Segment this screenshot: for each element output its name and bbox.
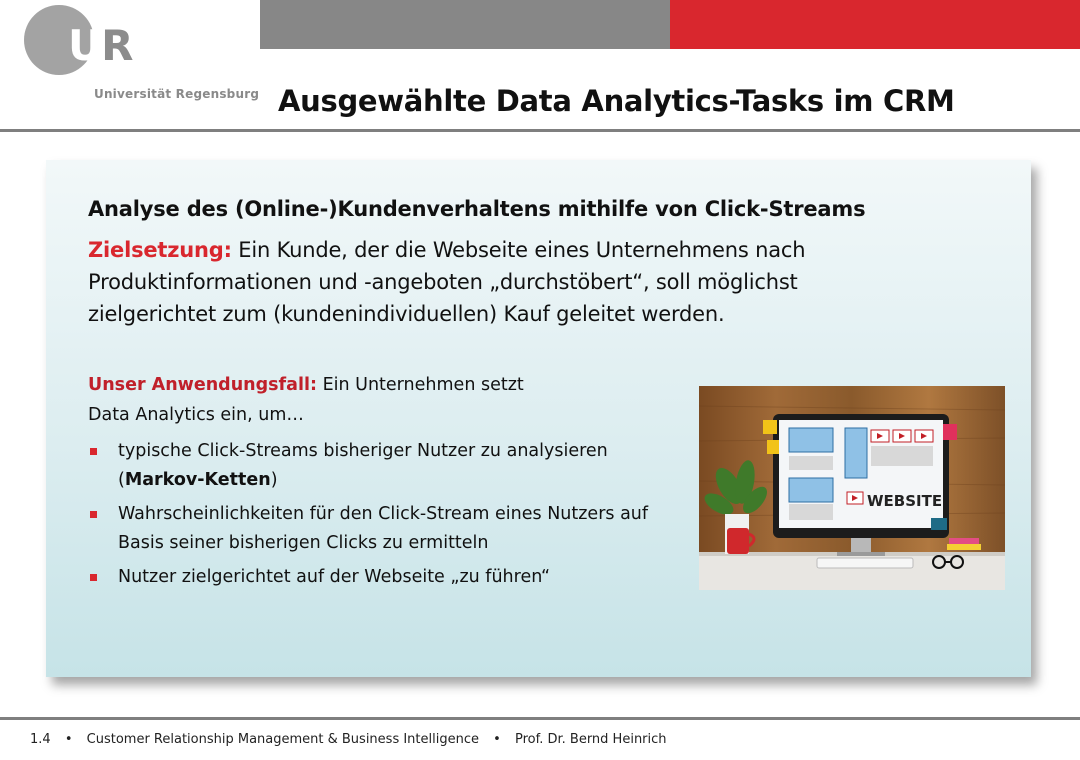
goal-label: Zielsetzung: bbox=[88, 238, 232, 262]
header-bar-gray bbox=[260, 0, 670, 49]
header-bar-red bbox=[670, 0, 1080, 49]
logo-mark: UR bbox=[68, 21, 133, 70]
list-item bbox=[88, 500, 688, 558]
usecase-text-line2: Data Analytics ein, um… bbox=[88, 405, 304, 425]
goal-text: Ein Kunde, der die Webseite eines Unternehmens nach Produktinformationen und -angeboten „durchstöbert“, soll möglichst zielgerichtet zum (kundenindividuellen) Kauf geleitet werden. bbox=[88, 238, 806, 326]
screen-text: WEBSITE bbox=[867, 492, 943, 510]
goal-paragraph bbox=[88, 234, 908, 330]
bullet-square-icon bbox=[90, 574, 97, 581]
footer-separator: • bbox=[64, 732, 73, 747]
bullet1-bold-text: Markov-Ketten bbox=[124, 470, 271, 490]
logo-text: Universität Regensburg bbox=[94, 87, 260, 101]
usecase-label: Unser Anwendungsfall: bbox=[88, 375, 317, 395]
monitor-illustration bbox=[699, 386, 1005, 590]
footer-separator: • bbox=[493, 732, 501, 747]
bullet1-text-end: ) bbox=[270, 470, 278, 490]
footer bbox=[30, 732, 677, 747]
bullet-list bbox=[88, 437, 688, 597]
website-monitor-photo bbox=[699, 386, 1005, 590]
usecase-text-line1: Ein Unternehmen setzt bbox=[322, 375, 524, 395]
course-name: Customer Relationship Management & Business Intelligence bbox=[86, 732, 479, 747]
usecase-paragraph bbox=[88, 370, 648, 430]
list-item bbox=[88, 563, 688, 592]
bullet-square-icon bbox=[90, 448, 97, 455]
list-item bbox=[88, 437, 688, 495]
slide-subtitle: Analyse des (Online-)Kundenverhaltens mithilfe von Click-Streams bbox=[88, 197, 866, 221]
university-logo bbox=[24, 2, 264, 112]
header-divider bbox=[0, 129, 1080, 132]
bullet2-text: Wahrscheinlichkeiten für den Click-Stream eines Nutzers auf Basis seiner bisherigen Clicks zu ermitteln bbox=[118, 504, 649, 553]
author-name: Prof. Dr. Bernd Heinrich bbox=[514, 732, 667, 747]
slide-title: Ausgewählte Data Analytics-Tasks im CRM bbox=[278, 84, 955, 118]
footer-divider bbox=[0, 717, 1080, 720]
bullet-square-icon bbox=[90, 511, 97, 518]
bullet1-text: typische Click-Streams bisheriger Nutzer zu analysieren ( bbox=[118, 441, 608, 490]
bullet3-text: Nutzer zielgerichtet auf der Webseite „zu führen“ bbox=[118, 567, 551, 587]
page-number: 1.4 bbox=[30, 732, 51, 747]
